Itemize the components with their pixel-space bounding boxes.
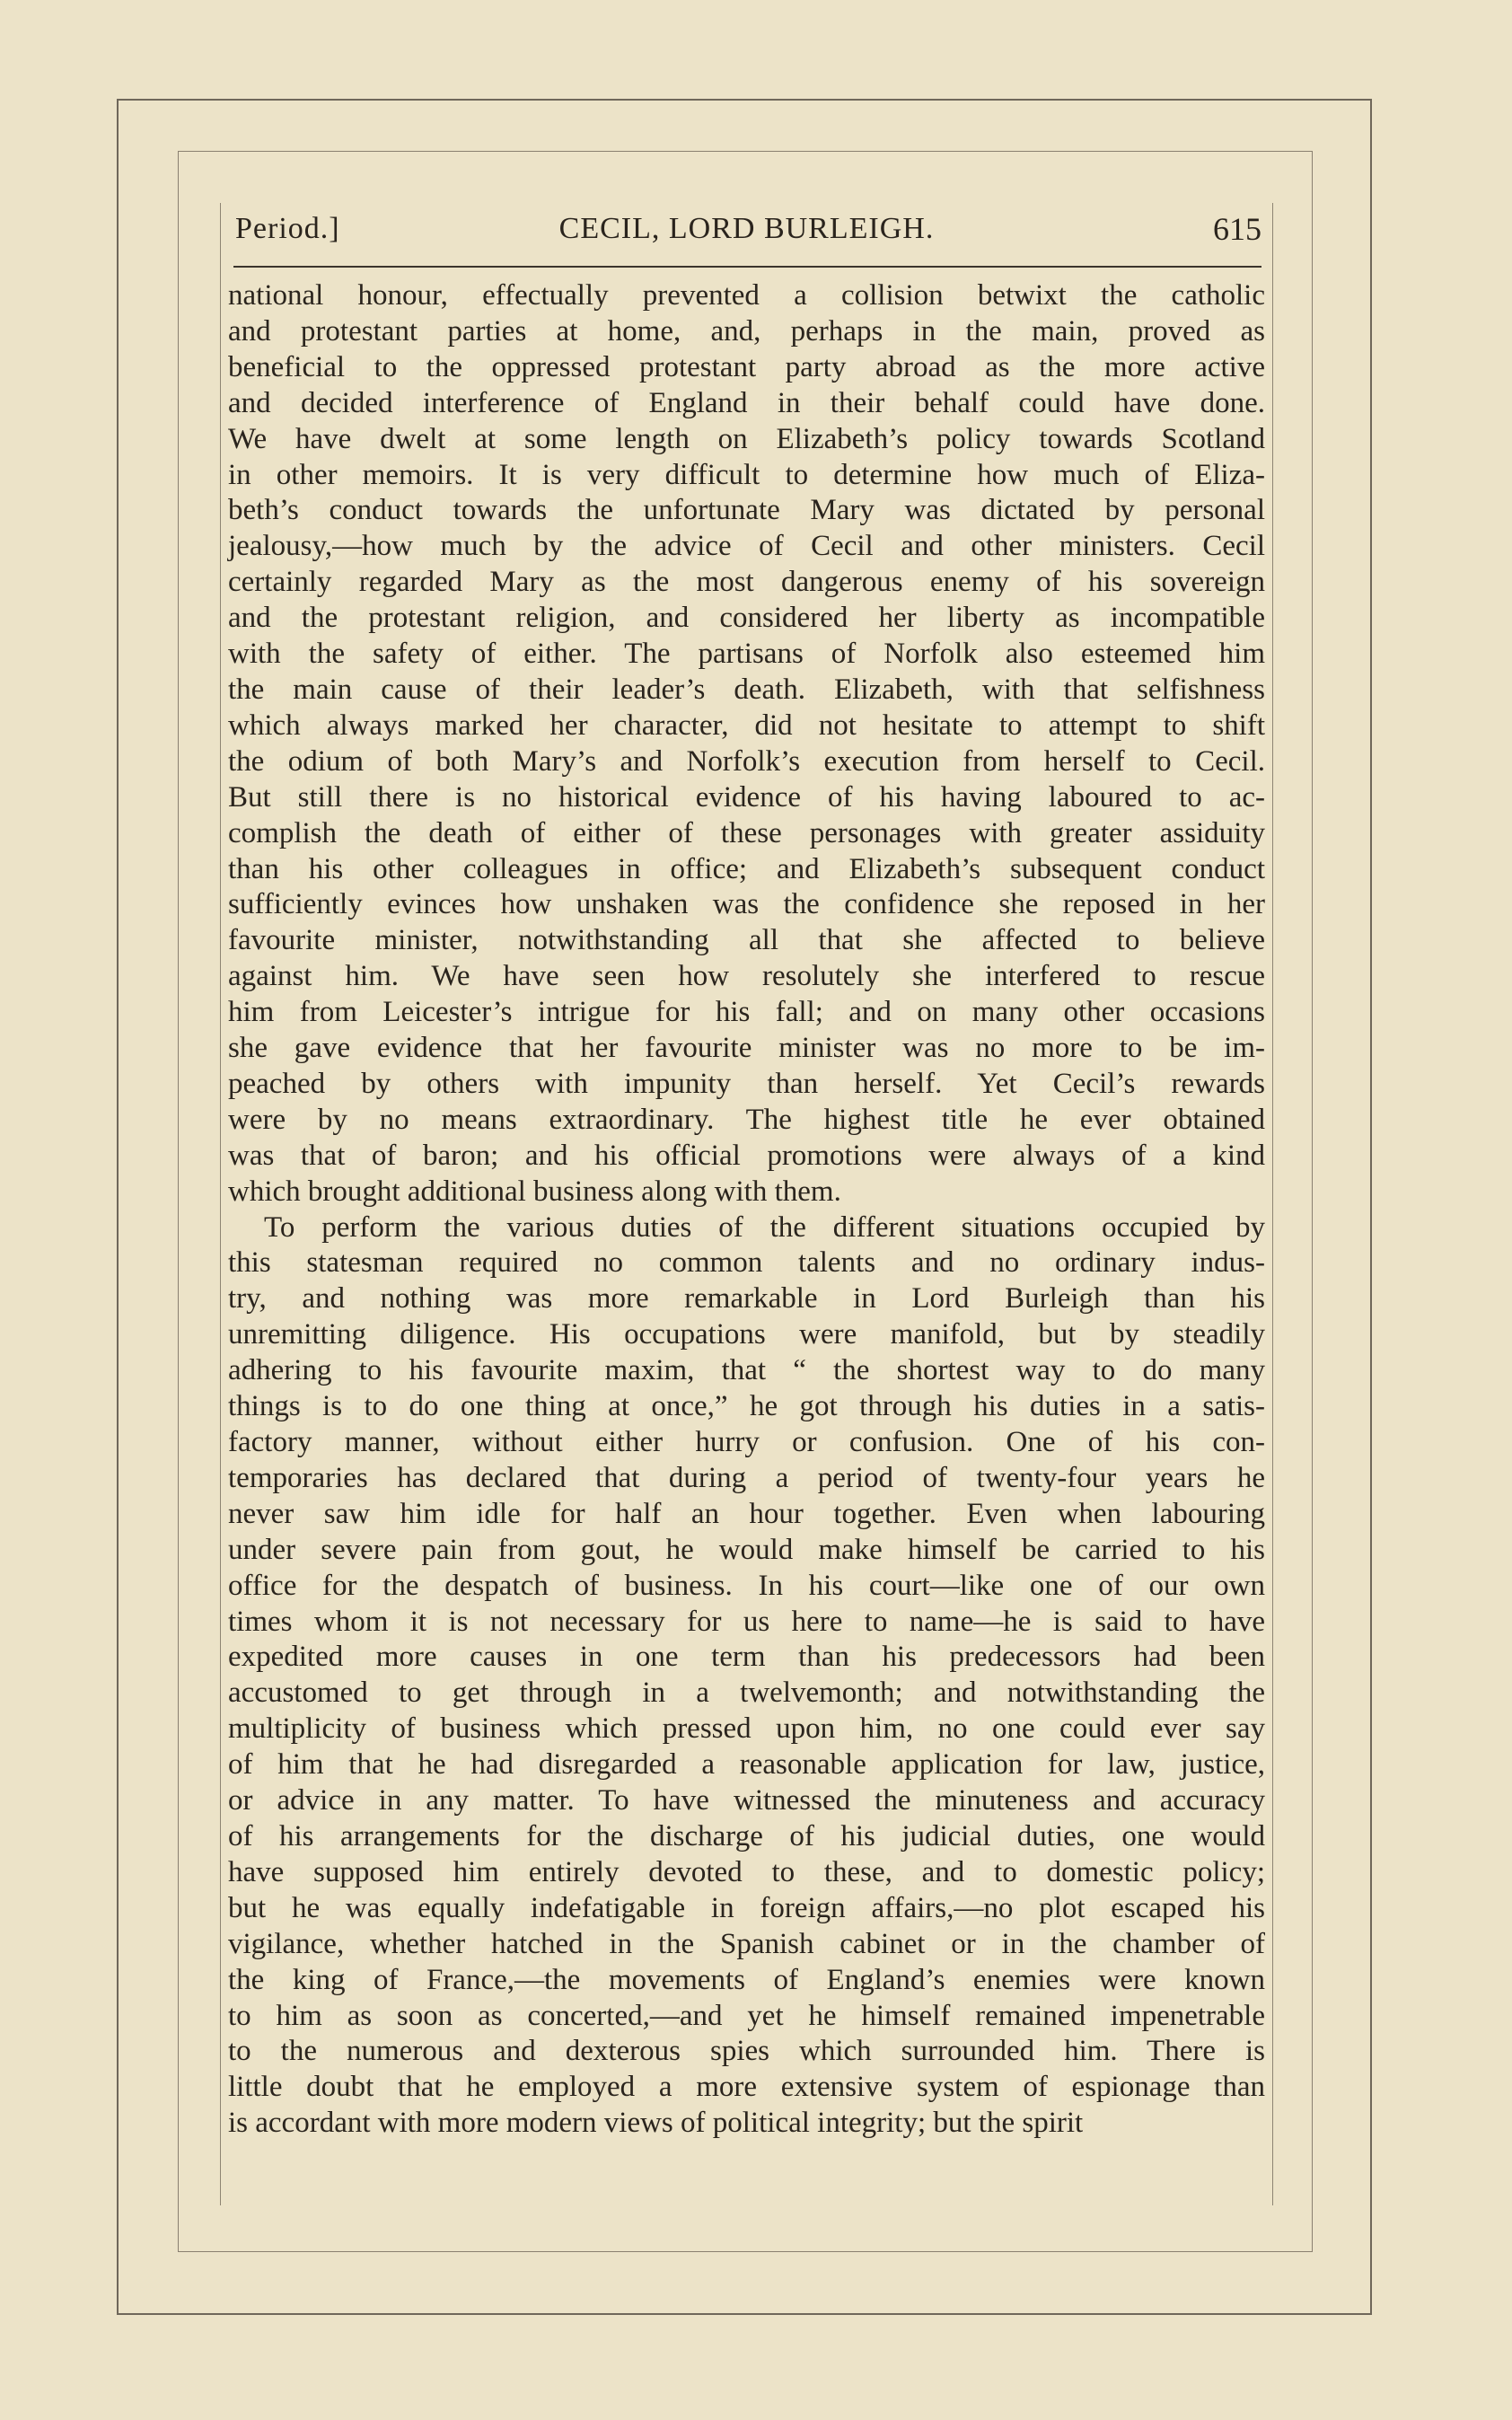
text-line: certainly regarded Mary as the most dangerous enemy of his sovereign [228, 566, 1265, 599]
text-line: she gave evidence that her favourite minister was no more to be im- [228, 1032, 1265, 1065]
text-line: of his arrangements for the discharge of his judicial duties, one would [228, 1819, 1265, 1852]
text-line: to the numerous and dexterous spies which surrounded him. There is [228, 2035, 1265, 2068]
book-page [220, 203, 1273, 2205]
page-footer-space [979, 2220, 980, 2221]
text-line: But still there is no historical evidence of his having laboured to ac- [228, 780, 1265, 814]
text-line: was that of baron; and his official promotions were always of a kind [228, 1139, 1265, 1172]
text-line: the king of France,—the movements of England’s enemies were known [228, 1963, 1265, 1996]
text-line: in other memoirs. It is very difficult to determine how much of Eliza- [228, 458, 1265, 491]
chapter-title: CECIL, LORD BURLEIGH. [558, 212, 935, 245]
text-line: times whom it is not necessary for us here to name—he is said to have [228, 1605, 1265, 1638]
running-header [221, 203, 1272, 257]
text-line: is accordant with more modern views of political integrity; but the spirit [228, 2107, 1084, 2140]
text-line: unremitting diligence. His occupations were manifold, but by steadily [228, 1318, 1265, 1351]
page-number: 615 [1213, 211, 1261, 247]
text-line: favourite minister, notwithstanding all that she affected to believe [228, 924, 1265, 957]
text-line: and the protestant religion, and considered her liberty as incompatible [228, 602, 1265, 635]
text-line: have supposed him entirely devoted to these, and to domestic policy; [228, 1855, 1265, 1888]
text-line: multiplicity of business which pressed upon him, no one could ever say [228, 1712, 1265, 1746]
text-line: against him. We have seen how resolutely she interfered to rescue [228, 960, 1265, 993]
text-line: sufficiently evinces how unshaken was the confidence she reposed in her [228, 888, 1265, 921]
text-line: and protestant parties at home, and, perhaps in the main, proved as [228, 314, 1265, 348]
text-line: office for the despatch of business. In his court—like one of our own [228, 1569, 1265, 1602]
text-line: and decided interference of England in their behalf could have done. [228, 386, 1265, 419]
body-text [228, 278, 1265, 2142]
text-line: beth’s conduct towards the unfortunate Mary was dictated by personal [228, 494, 1265, 527]
text-line: or advice in any matter. To have witnessed the minuteness and accuracy [228, 1784, 1265, 1817]
text-line: To perform the various duties of the different situations occupied by [264, 1210, 1265, 1244]
text-line: temporaries has declared that during a period of twenty-four years he [228, 1461, 1265, 1494]
text-line: than his other colleagues in office; and Elizabeth’s subsequent conduct [228, 852, 1265, 885]
text-line: national honour, effectually prevented a collision betwixt the catholic [228, 279, 1265, 312]
text-line: beneficial to the oppressed protestant party abroad as the more active [228, 350, 1265, 383]
text-line: things is to do one thing at once,” he got through his duties in a satis- [228, 1390, 1265, 1423]
text-line: under severe pain from gout, he would make himself be carried to his [228, 1533, 1265, 1566]
text-line: expedited more causes in one term than his predecessors had been [228, 1641, 1265, 1674]
text-line: peached by others with impunity than herself. Yet Cecil’s rewards [228, 1067, 1265, 1100]
header-rule [233, 266, 1261, 268]
text-line: jealousy,—how much by the advice of Cecil and other ministers. Cecil [228, 530, 1265, 563]
text-line: accustomed to get through in a twelvemonth; and notwithstanding the [228, 1676, 1265, 1710]
text-line: never saw him idle for half an hour together. Even when labouring [228, 1497, 1265, 1530]
text-line: which brought additional business along with them. [228, 1175, 841, 1208]
text-line: complish the death of either of these personages with greater assiduity [228, 816, 1265, 849]
period-label: Period.] [235, 212, 340, 245]
text-line: with the safety of either. The partisans of Norfolk also esteemed him [228, 638, 1265, 671]
text-line: factory manner, without either hurry or confusion. One of his con- [228, 1426, 1265, 1458]
text-line: of him that he had disregarded a reasonable application for law, justice, [228, 1748, 1265, 1782]
text-line: were by no means extraordinary. The highest title he ever obtained [228, 1103, 1265, 1136]
text-line: this statesman required no common talents and no ordinary indus- [228, 1246, 1265, 1280]
text-line: him from Leicester’s intrigue for his fall; and on many other occasions [228, 996, 1265, 1029]
text-line: adhering to his favourite maxim, that “ the shortest way to do many [228, 1354, 1265, 1387]
text-line: which always marked her character, did not hesitate to attempt to shift [228, 708, 1265, 742]
text-line: little doubt that he employed a more extensive system of espionage than [228, 2071, 1265, 2104]
text-line: vigilance, whether hatched in the Spanish cabinet or in the chamber of [228, 1927, 1265, 1960]
text-line: try, and nothing was more remarkable in Lord Burleigh than his [228, 1282, 1265, 1316]
text-line: to him as soon as concerted,—and yet he himself remained impenetrable [228, 1999, 1265, 2032]
text-line: the odium of both Mary’s and Norfolk’s execution from herself to Cecil. [228, 744, 1265, 778]
text-line: the main cause of their leader’s death. Elizabeth, with that selfishness [228, 673, 1265, 706]
text-line: but he was equally indefatigable in foreign affairs,—no plot escaped his [228, 1891, 1265, 1924]
text-line: We have dwelt at some length on Elizabeth’s policy towards Scotland [228, 422, 1265, 455]
